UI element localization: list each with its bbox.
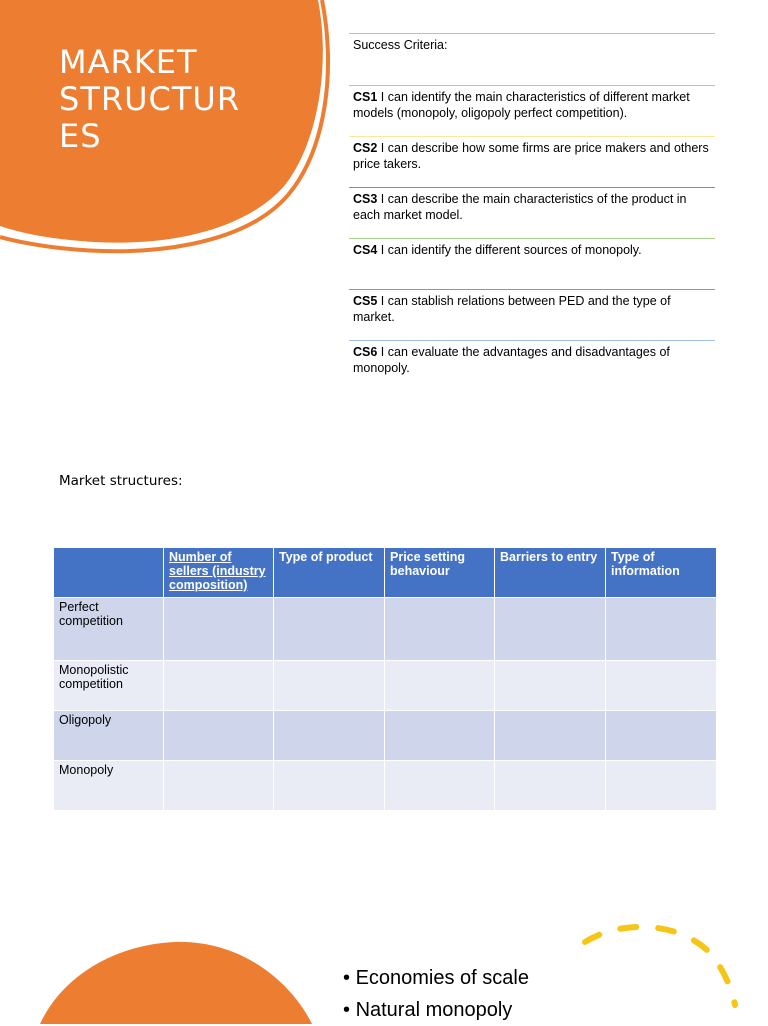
table-cell[interactable]	[606, 761, 717, 811]
criteria-text: I can describe the main characteristics of the product in each market model.	[353, 192, 687, 222]
divider	[349, 136, 715, 137]
title-line-3: ES	[59, 117, 102, 155]
market-structures-table	[53, 547, 717, 811]
divider	[349, 289, 715, 290]
criteria-code: CS1	[353, 90, 378, 104]
bullet-icon: •	[343, 999, 356, 1021]
criteria-code: CS2	[353, 141, 378, 155]
table-cell[interactable]	[274, 598, 385, 661]
divider	[349, 187, 715, 188]
criteria-item	[349, 340, 715, 391]
table-cell[interactable]	[495, 598, 606, 661]
table-cell[interactable]	[606, 598, 717, 661]
bullet-list	[343, 962, 529, 1026]
success-criteria	[349, 33, 715, 391]
criteria-text: I can describe how some firms are price makers and others price takers.	[353, 141, 709, 171]
criteria-text: I can stablish relations between PED and the type of market.	[353, 294, 671, 324]
criteria-item	[349, 136, 715, 187]
table-header-cell	[54, 548, 164, 598]
row-label: Perfect competition	[54, 598, 164, 661]
market-structures-label: Market structures:	[59, 473, 183, 489]
table-cell[interactable]	[274, 661, 385, 711]
table-cell[interactable]	[164, 598, 274, 661]
criteria-code: CS5	[353, 294, 378, 308]
bullet-text: Natural monopoly	[355, 999, 513, 1021]
yellow-dashed-arc	[585, 927, 735, 1005]
table-cell[interactable]	[385, 761, 495, 811]
criteria-code: CS3	[353, 192, 378, 206]
row-label: Oligopoly	[54, 711, 164, 761]
table-row	[54, 711, 717, 761]
table-header-cell: Type of information	[606, 548, 717, 598]
criteria-heading-row	[349, 33, 715, 85]
criteria-code: CS6	[353, 345, 378, 359]
divider	[349, 85, 715, 86]
table-cell[interactable]	[606, 711, 717, 761]
title-line-2: STRUCTUR	[59, 80, 241, 118]
table-cell[interactable]	[274, 761, 385, 811]
table-header-cell: Barriers to entry	[495, 548, 606, 598]
criteria-item	[349, 187, 715, 238]
divider	[349, 33, 715, 34]
divider	[349, 238, 715, 239]
table-cell[interactable]	[385, 598, 495, 661]
header-label-underlined: Number of sellers (industry composition)	[169, 550, 266, 592]
table-header-cell: Type of product	[274, 548, 385, 598]
criteria-heading: Success Criteria:	[353, 38, 448, 52]
bullet-text: Economies of scale	[355, 967, 529, 989]
criteria-text: I can identify the different sources of monopoly.	[377, 243, 642, 257]
orange-blob-bottom	[40, 942, 312, 1024]
table-cell[interactable]	[385, 661, 495, 711]
criteria-item	[349, 238, 715, 289]
table-row	[54, 661, 717, 711]
bullet-icon: •	[343, 967, 356, 989]
criteria-text: I can evaluate the advantages and disadvantages of monopoly.	[353, 345, 670, 375]
criteria-item	[349, 289, 715, 340]
list-item	[343, 962, 529, 994]
table-row	[54, 761, 717, 811]
table-header-cell: Price setting behaviour	[385, 548, 495, 598]
table-cell[interactable]	[495, 711, 606, 761]
criteria-code: CS4	[353, 243, 378, 257]
page-title	[59, 44, 259, 155]
table-cell[interactable]	[385, 711, 495, 761]
table-cell[interactable]	[164, 711, 274, 761]
criteria-text: I can identify the main characteristics of different market models (monopoly, oligopoly perfect competition).	[353, 90, 690, 120]
table-cell[interactable]	[606, 661, 717, 711]
criteria-item	[349, 85, 715, 136]
table-cell[interactable]	[495, 661, 606, 711]
table-cell[interactable]	[274, 711, 385, 761]
table-cell[interactable]	[495, 761, 606, 811]
divider	[349, 340, 715, 341]
table-cell[interactable]	[164, 761, 274, 811]
list-item	[343, 994, 529, 1026]
title-line-1: MARKET	[59, 43, 198, 81]
table-cell[interactable]	[164, 661, 274, 711]
table-header-cell	[164, 548, 274, 598]
table-header-row	[54, 548, 717, 598]
row-label: Monopoly	[54, 761, 164, 811]
row-label: Monopolistic competition	[54, 661, 164, 711]
table-row	[54, 598, 717, 661]
